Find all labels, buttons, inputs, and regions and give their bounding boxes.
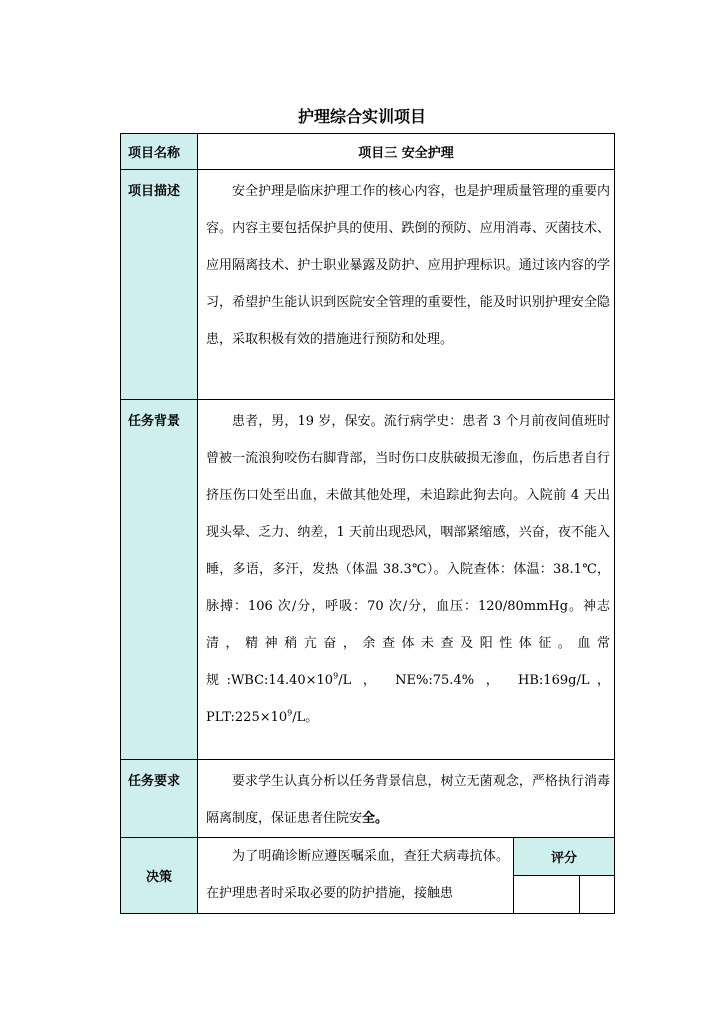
decision-text: 为了明确诊断应遵医嘱采血，查狂犬病毒抗体。在护理患者时采取必要的防护措施，接触患 bbox=[198, 838, 514, 914]
project-name-value: 项目三 安全护理 bbox=[198, 134, 615, 170]
score-cell-2 bbox=[580, 876, 615, 914]
label-project-name: 项目名称 bbox=[121, 134, 198, 170]
row-task-background bbox=[121, 400, 615, 760]
project-desc-text: 安全护理是临床护理工作的核心内容，也是护理质量管理的重要内容。内容主要包括保护具的使用、跌倒的预防、应用消毒、灭菌技术、应用隔离技术、护士职业暴露及防护、应用护理标识。通过该内容的学习，希望护生能认识到医院安全管理的重要性，能及时识别护理安全隐患，采取积极有效的措施进行预防和处理。 bbox=[198, 170, 615, 400]
row-task-requirement bbox=[121, 760, 615, 838]
row-decision-top bbox=[121, 838, 615, 876]
project-table bbox=[120, 133, 615, 914]
page-title: 护理综合实训项目 bbox=[297, 107, 426, 126]
label-decision: 决策 bbox=[121, 838, 198, 914]
label-project-desc: 项目描述 bbox=[121, 170, 198, 400]
row-project-desc bbox=[121, 170, 615, 400]
task-background-text: 患者，男，19 岁，保安。流行病学史：患者 3 个月前夜间值班时曾被一流浪狗咬伤右脚背部，当时伤口皮肤破损无渗血，伤后患者自行挤压伤口处至出血，未做其他处理，未追踪此狗去向。入院前 4 天出现头晕、乏力、纳差，1 天前出现恐风，咽部紧缩感，兴奋，夜不能入睡，多语，多汗，发热（体温 38.3℃）。入院查体：体温：38.1℃，脉搏：106 次/分，呼吸：70 次/分，血压：120/80mmHg。神志清，精神稍亢奋，余查体未查及阳性体征。血常规$:WBC:14.40\times 10^9/L$ ， NE%:75.4% ， HB:169g/L， $PLT:225\times 10^9/L$。 bbox=[198, 400, 615, 760]
row-project-name bbox=[121, 134, 615, 170]
score-cell-1 bbox=[514, 876, 580, 914]
label-task-requirement: 任务要求 bbox=[121, 760, 198, 838]
score-header: 评分 bbox=[514, 838, 615, 876]
task-requirement-text: 要求学生认真分析以任务背景信息，树立无菌观念，严格执行消毒隔离制度，保证患者住院安全。 bbox=[198, 760, 615, 838]
label-task-background: 任务背景 bbox=[121, 400, 198, 760]
